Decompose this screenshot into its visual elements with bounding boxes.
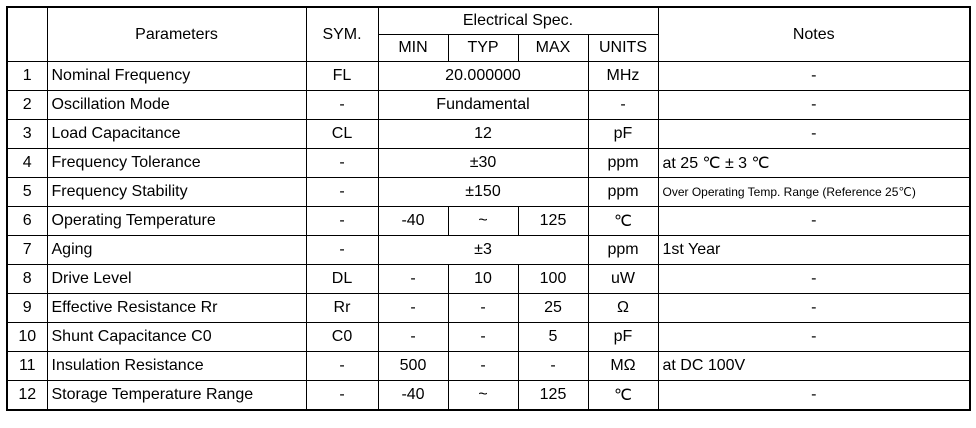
- row-notes: Over Operating Temp. Range (Reference 25℃): [658, 178, 970, 207]
- header-sym: SYM.: [306, 7, 378, 62]
- row-min: -40: [378, 207, 448, 236]
- row-typ: ~: [448, 381, 518, 411]
- row-notes: 1st Year: [658, 236, 970, 265]
- row-notes: -: [658, 265, 970, 294]
- header-notes: Notes: [658, 7, 970, 62]
- row-units: ppm: [588, 178, 658, 207]
- row-spec-value: ±30: [378, 149, 588, 178]
- row-spec-value: ±150: [378, 178, 588, 207]
- row-units: uW: [588, 265, 658, 294]
- row-units: pF: [588, 120, 658, 149]
- header-units: UNITS: [588, 35, 658, 62]
- header-row-top: [7, 7, 970, 35]
- table-row: [7, 178, 970, 207]
- row-number: 11: [7, 352, 47, 381]
- row-typ: -: [448, 323, 518, 352]
- row-number: 9: [7, 294, 47, 323]
- row-notes: -: [658, 62, 970, 91]
- row-sym: -: [306, 381, 378, 411]
- row-max: 25: [518, 294, 588, 323]
- row-number: 1: [7, 62, 47, 91]
- row-max: 125: [518, 381, 588, 411]
- row-sym: Rr: [306, 294, 378, 323]
- row-notes: -: [658, 207, 970, 236]
- row-units: pF: [588, 323, 658, 352]
- row-number: 4: [7, 149, 47, 178]
- row-parameter: Insulation Resistance: [47, 352, 306, 381]
- row-parameter: Frequency Tolerance: [47, 149, 306, 178]
- row-notes: at 25 ℃ ± 3 ℃: [658, 149, 970, 178]
- row-max: 5: [518, 323, 588, 352]
- row-spec-value: 20.000000: [378, 62, 588, 91]
- row-sym: -: [306, 207, 378, 236]
- table-row: [7, 207, 970, 236]
- row-sym: -: [306, 91, 378, 120]
- row-number: 6: [7, 207, 47, 236]
- table-row: [7, 62, 970, 91]
- row-parameter: Oscillation Mode: [47, 91, 306, 120]
- table-row: [7, 381, 970, 411]
- row-min: 500: [378, 352, 448, 381]
- row-typ: -: [448, 294, 518, 323]
- table-row: [7, 236, 970, 265]
- header-min: MIN: [378, 35, 448, 62]
- row-units: ℃: [588, 207, 658, 236]
- table-row: [7, 294, 970, 323]
- row-typ: 10: [448, 265, 518, 294]
- row-sym: FL: [306, 62, 378, 91]
- row-units: MHz: [588, 62, 658, 91]
- row-sym: -: [306, 352, 378, 381]
- row-number: 5: [7, 178, 47, 207]
- row-parameter: Frequency Stability: [47, 178, 306, 207]
- header-number: [7, 7, 47, 62]
- row-notes: -: [658, 381, 970, 411]
- row-sym: DL: [306, 265, 378, 294]
- row-max: 125: [518, 207, 588, 236]
- row-sym: CL: [306, 120, 378, 149]
- row-min: -40: [378, 381, 448, 411]
- row-notes: at DC 100V: [658, 352, 970, 381]
- row-notes: -: [658, 294, 970, 323]
- row-number: 10: [7, 323, 47, 352]
- row-number: 2: [7, 91, 47, 120]
- row-parameter: Shunt Capacitance C0: [47, 323, 306, 352]
- row-number: 3: [7, 120, 47, 149]
- row-sym: C0: [306, 323, 378, 352]
- row-number: 8: [7, 265, 47, 294]
- row-typ: ~: [448, 207, 518, 236]
- table-row: [7, 91, 970, 120]
- header-parameters: Parameters: [47, 7, 306, 62]
- row-number: 7: [7, 236, 47, 265]
- row-parameter: Drive Level: [47, 265, 306, 294]
- row-spec-value: ±3: [378, 236, 588, 265]
- row-parameter: Operating Temperature: [47, 207, 306, 236]
- spec-table: [6, 6, 971, 411]
- row-parameter: Aging: [47, 236, 306, 265]
- row-spec-value: 12: [378, 120, 588, 149]
- table-row: [7, 265, 970, 294]
- table-row: [7, 323, 970, 352]
- row-min: -: [378, 323, 448, 352]
- row-parameter: Storage Temperature Range: [47, 381, 306, 411]
- table-row: [7, 352, 970, 381]
- table-row: [7, 149, 970, 178]
- row-units: ℃: [588, 381, 658, 411]
- row-max: -: [518, 352, 588, 381]
- header-typ: TYP: [448, 35, 518, 62]
- row-units: -: [588, 91, 658, 120]
- row-sym: -: [306, 178, 378, 207]
- row-spec-value: Fundamental: [378, 91, 588, 120]
- row-units: ppm: [588, 149, 658, 178]
- row-sym: -: [306, 149, 378, 178]
- row-units: Ω: [588, 294, 658, 323]
- row-notes: -: [658, 120, 970, 149]
- row-parameter: Effective Resistance Rr: [47, 294, 306, 323]
- table-row: [7, 120, 970, 149]
- row-parameter: Nominal Frequency: [47, 62, 306, 91]
- row-min: -: [378, 265, 448, 294]
- row-notes: -: [658, 91, 970, 120]
- row-number: 12: [7, 381, 47, 411]
- header-max: MAX: [518, 35, 588, 62]
- row-max: 100: [518, 265, 588, 294]
- row-sym: -: [306, 236, 378, 265]
- row-units: ppm: [588, 236, 658, 265]
- row-typ: -: [448, 352, 518, 381]
- row-units: MΩ: [588, 352, 658, 381]
- row-parameter: Load Capacitance: [47, 120, 306, 149]
- row-notes: -: [658, 323, 970, 352]
- row-min: -: [378, 294, 448, 323]
- header-electrical-spec: Electrical Spec.: [378, 7, 658, 35]
